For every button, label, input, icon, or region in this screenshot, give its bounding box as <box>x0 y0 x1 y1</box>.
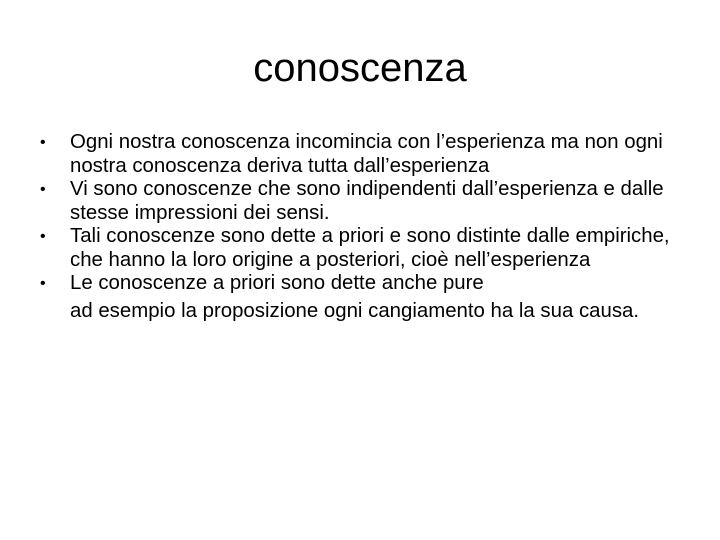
bullet-text: Le conoscenze a priori sono dette anche pure <box>70 272 484 294</box>
bullet-list <box>40 131 690 323</box>
bullet-item <box>40 131 690 178</box>
bullet-text: Ogni nostra conoscenza incomincia con l’esperienza ma non ogni nostra conoscenza deriva tutta dall’esperienza <box>70 131 663 177</box>
bullet-icon: • <box>40 181 46 198</box>
bullet-item <box>40 225 690 272</box>
slide-title: conoscenza <box>253 46 467 90</box>
bullet-item <box>40 178 690 225</box>
bullet-item <box>40 272 690 323</box>
bullet-text: Tali conoscenze sono dette a priori e sono distinte dalle empiriche, che hanno la loro origine a posteriori, cioè nell’esperienza <box>70 225 670 271</box>
bullet-icon: • <box>40 228 46 245</box>
bullet-continuation-text: ad esempio la proposizione ogni cangiamento ha la sua causa. <box>70 299 640 322</box>
bullet-text: Vi sono conoscenze che sono indipendenti dall’esperienza e dalle stesse impressioni dei sensi. <box>70 178 664 224</box>
bullet-icon: • <box>40 275 46 292</box>
bullet-icon: • <box>40 134 46 151</box>
